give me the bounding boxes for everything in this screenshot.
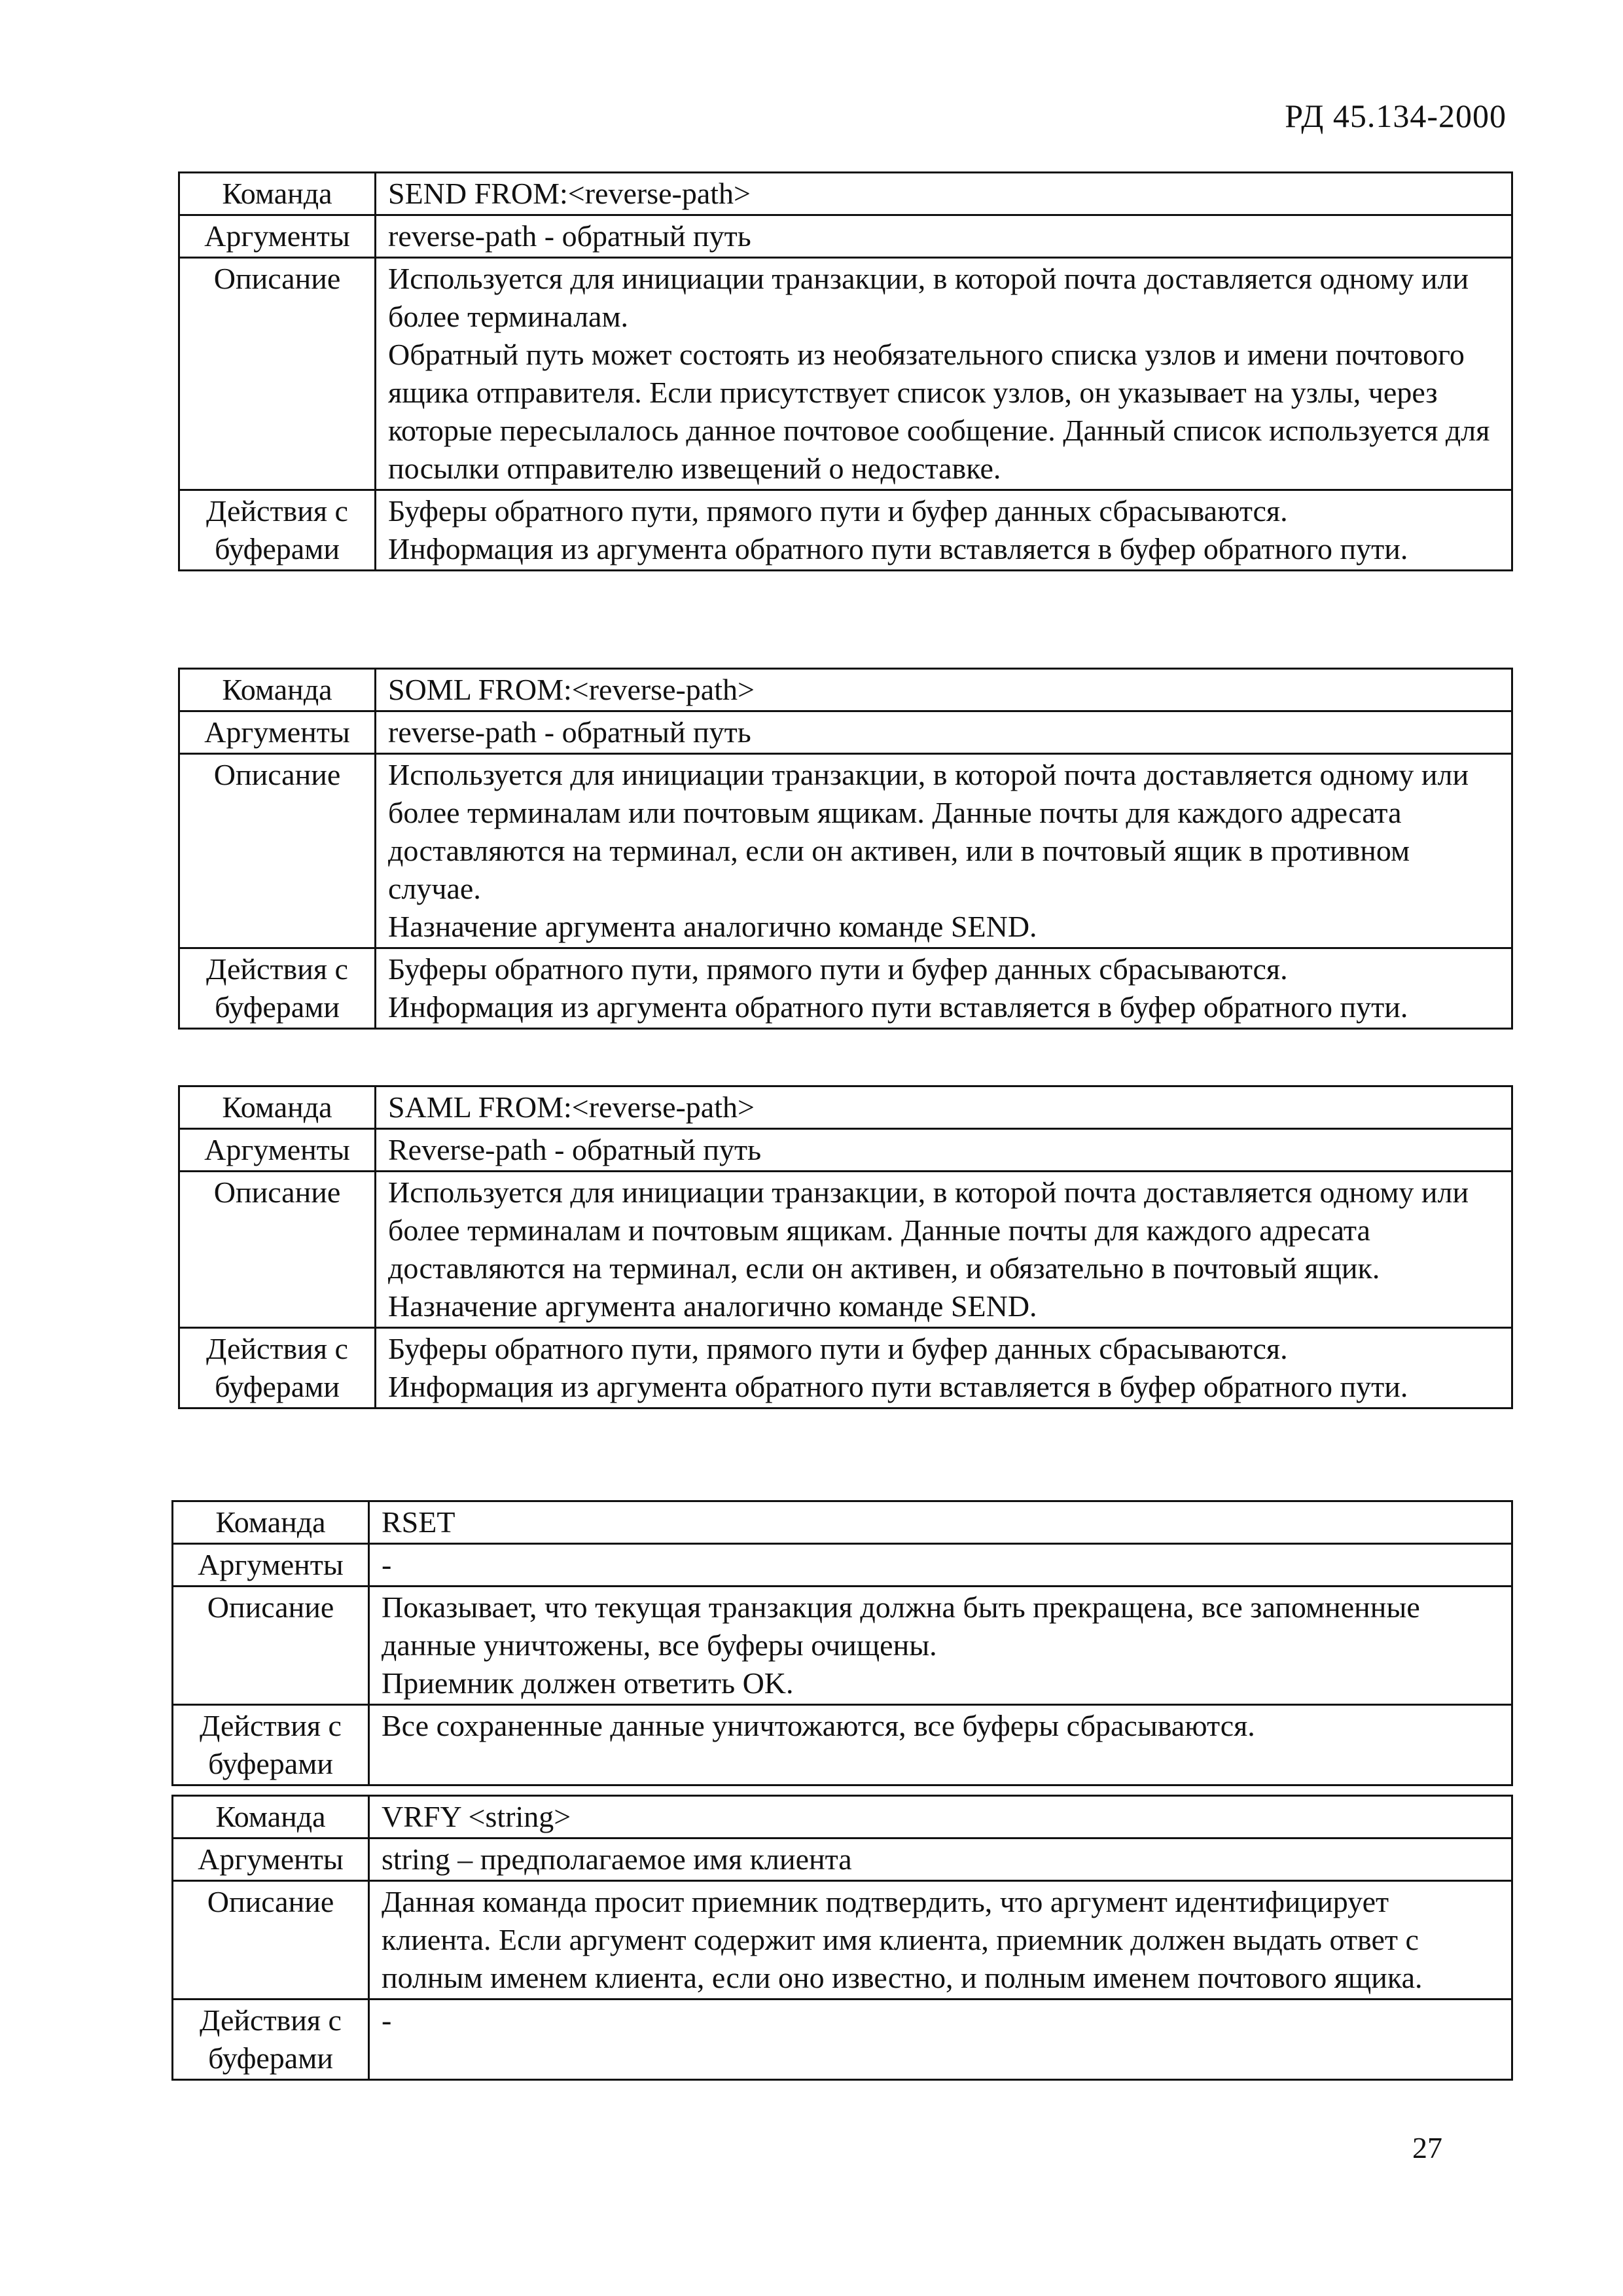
table-row <box>179 1086 1512 1129</box>
description-value <box>369 1881 1512 2000</box>
buffer-actions-value <box>369 1705 1512 1785</box>
table-row <box>179 490 1512 571</box>
command-table-saml <box>178 1085 1513 1409</box>
arguments-value: reverse-path - обратный путь <box>376 711 1512 754</box>
command-label: Команда <box>179 173 376 215</box>
buffer-actions-paragraph: Буферы обратного пути, прямого пути и буфер данных сбрасываются. <box>388 1332 1288 1365</box>
buffer-actions-paragraph: Буферы обратного пути, прямого пути и буфер данных сбрасываются. <box>388 494 1288 528</box>
description-label: Описание <box>179 754 376 948</box>
arguments-value: - <box>369 1544 1512 1587</box>
table-row <box>179 948 1512 1029</box>
buffer-actions-value <box>376 948 1512 1029</box>
description-paragraph: Используется для инициации транзакции, в которой почта доставляется одному или более терминалам. <box>388 262 1469 333</box>
command-value: RSET <box>369 1501 1512 1544</box>
table-row <box>179 1129 1512 1172</box>
arguments-label: Аргументы <box>173 1839 369 1881</box>
buffer-actions-label: Действия с буферами <box>179 1328 376 1408</box>
buffer-actions-paragraph: Буферы обратного пути, прямого пути и буфер данных сбрасываются. <box>388 952 1288 986</box>
buffer-actions-paragraph: - <box>382 2003 392 2037</box>
table-row <box>173 1796 1512 1839</box>
buffer-actions-paragraph: Информация из аргумента обратного пути вставляется в буфер обратного пути. <box>388 532 1408 565</box>
description-label: Описание <box>173 1881 369 2000</box>
description-value <box>376 754 1512 948</box>
table-row <box>173 1839 1512 1881</box>
table-row <box>179 258 1512 490</box>
command-value: SAML FROM:<reverse-path> <box>376 1086 1512 1129</box>
table-row <box>179 711 1512 754</box>
arguments-label: Аргументы <box>179 711 376 754</box>
buffer-actions-value <box>369 2000 1512 2080</box>
description-paragraph: Назначение аргумента аналогично команде SEND. <box>388 910 1037 943</box>
command-label: Команда <box>173 1796 369 1839</box>
table-row <box>173 1587 1512 1705</box>
command-value: VRFY <string> <box>369 1796 1512 1839</box>
description-value <box>376 258 1512 490</box>
command-label: Команда <box>179 669 376 711</box>
buffer-actions-label: Действия с буферами <box>173 2000 369 2080</box>
description-paragraph: Назначение аргумента аналогично команде SEND. <box>388 1289 1037 1323</box>
description-value <box>369 1587 1512 1705</box>
page-number: 27 <box>1412 2131 1442 2164</box>
command-table-rset <box>171 1500 1513 1786</box>
description-paragraph: Используется для инициации транзакции, в которой почта доставляется одному или более терминалам и почтовым ящикам. Данные почты для каждого адресата доставляются на терминал, если он активен, и обязательно в почтовый ящик. <box>388 1175 1469 1285</box>
table-row <box>173 1705 1512 1785</box>
table-row <box>179 1328 1512 1408</box>
table-row <box>173 2000 1512 2080</box>
buffer-actions-value <box>376 1328 1512 1408</box>
description-value <box>376 1172 1512 1328</box>
command-table-send <box>178 171 1513 571</box>
table-row <box>179 173 1512 215</box>
description-paragraph: Приемник должен ответить OK. <box>382 1666 794 1700</box>
command-value: SOML FROM:<reverse-path> <box>376 669 1512 711</box>
buffer-actions-paragraph: Все сохраненные данные уничтожаются, все буферы сбрасываются. <box>382 1709 1255 1742</box>
table-row <box>173 1544 1512 1587</box>
command-value: SEND FROM:<reverse-path> <box>376 173 1512 215</box>
description-paragraph: Показывает, что текущая транзакция должна быть прекращена, все запомненные данные уничтожены, все буферы очищены. <box>382 1590 1420 1662</box>
command-label: Команда <box>179 1086 376 1129</box>
description-paragraph: Используется для инициации транзакции, в которой почта доставляется одному или более терминалам или почтовым ящикам. Данные почты для каждого адресата доставляются на терминал, если он активен, или в почтовый ящик в противном случае. <box>388 758 1469 905</box>
buffer-actions-paragraph: Информация из аргумента обратного пути вставляется в буфер обратного пути. <box>388 1370 1408 1403</box>
description-label: Описание <box>173 1587 369 1705</box>
description-label: Описание <box>179 1172 376 1328</box>
buffer-actions-value <box>376 490 1512 571</box>
description-paragraph: Обратный путь может состоять из необязательного списка узлов и имени почтового ящика отправителя. Если присутствует список узлов, он указывает на узлы, через которые пересылалось данное почтовое сообщение. Данный список используется для посылки отправителю извещений о недоставке. <box>388 338 1490 485</box>
arguments-label: Аргументы <box>179 215 376 258</box>
table-row <box>173 1881 1512 2000</box>
table-row <box>179 669 1512 711</box>
command-table-soml <box>178 668 1513 1030</box>
buffer-actions-label: Действия с буферами <box>179 490 376 571</box>
document-code: РД 45.134-2000 <box>1285 98 1507 134</box>
table-row <box>179 1172 1512 1328</box>
description-paragraph: Данная команда просит приемник подтвердить, что аргумент идентифицирует клиента. Если аргумент содержит имя клиента, приемник должен выдать ответ с полным именем клиента, если оно известно, и полным именем почтового ящика. <box>382 1885 1423 1994</box>
buffer-actions-label: Действия с буферами <box>173 1705 369 1785</box>
table-row <box>179 215 1512 258</box>
arguments-value: string – предполагаемое имя клиента <box>369 1839 1512 1881</box>
arguments-label: Аргументы <box>173 1544 369 1587</box>
command-table-vrfy <box>171 1795 1513 2081</box>
arguments-value: reverse-path - обратный путь <box>376 215 1512 258</box>
arguments-label: Аргументы <box>179 1129 376 1172</box>
description-label: Описание <box>179 258 376 490</box>
command-label: Команда <box>173 1501 369 1544</box>
buffer-actions-paragraph: Информация из аргумента обратного пути вставляется в буфер обратного пути. <box>388 990 1408 1024</box>
table-row <box>179 754 1512 948</box>
table-row <box>173 1501 1512 1544</box>
buffer-actions-label: Действия с буферами <box>179 948 376 1029</box>
arguments-value: Reverse-path - обратный путь <box>376 1129 1512 1172</box>
